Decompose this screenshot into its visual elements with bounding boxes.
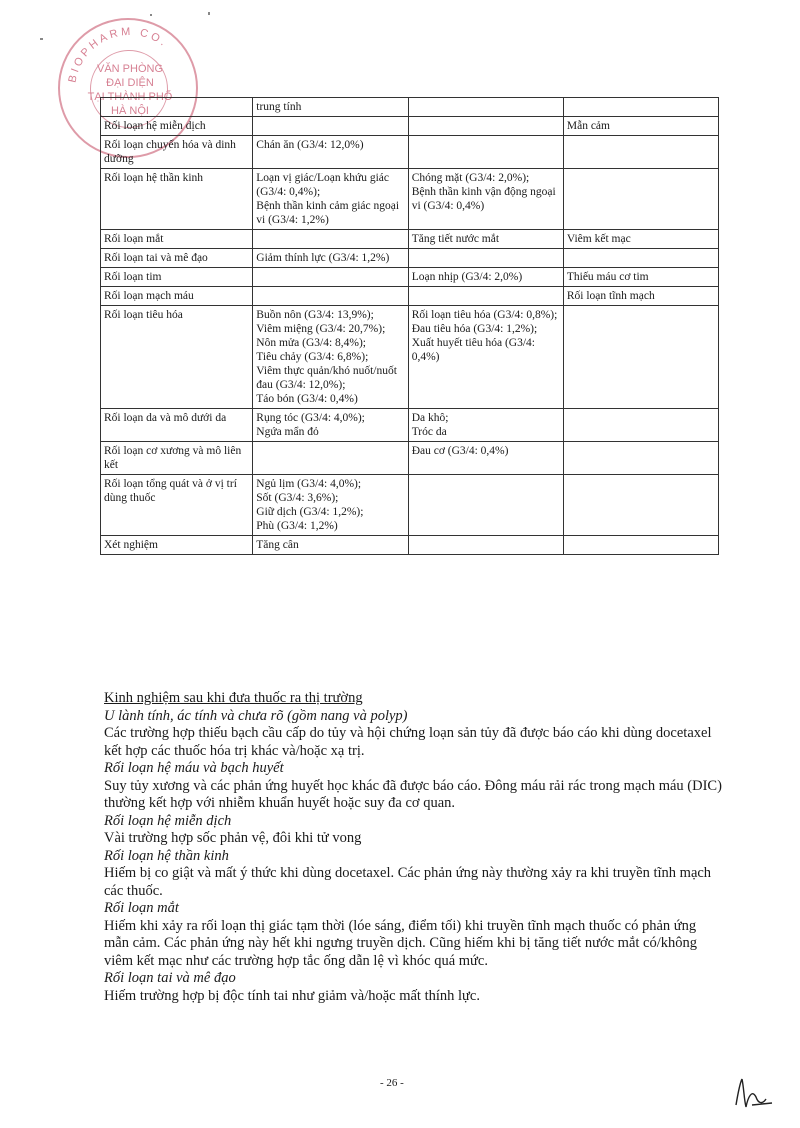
frequency-cell — [408, 409, 563, 442]
frequency-cell — [408, 287, 563, 306]
effect-entry: Viêm kết mạc — [566, 233, 631, 245]
subsection-title: Rối loạn tai và mê đạo — [104, 970, 236, 986]
scan-speck — [40, 38, 43, 40]
frequency-cell — [408, 536, 563, 555]
table-row — [101, 475, 719, 536]
effect-entry: Tiêu chảy (G3/4: 6,8%); — [256, 351, 369, 363]
frequency-cell — [563, 98, 718, 117]
subsection-text: Suy tủy xương và các phản ứng huyết học khác đã được báo cáo. Đông máu rải rác trong mạch máu (DIC) thường kết hợp với nhiễm khuẩn huyết hoặc suy đa cơ quan. — [104, 777, 722, 811]
subsection-title: Rối loạn mắt — [104, 900, 179, 916]
subsection-title: Rối loạn hệ thần kinh — [104, 847, 229, 864]
effect-entry: Táo bón (G3/4: 0,4%) — [256, 393, 358, 405]
organ-class-cell: Rối loạn tổng quát và ở vị trí dùng thuốc — [101, 475, 253, 536]
effect-entry: Đau cơ (G3/4: 0,4%) — [411, 445, 509, 457]
frequency-cell — [408, 169, 563, 230]
organ-class-cell: Rối loạn cơ xương và mô liên kết — [101, 442, 253, 475]
frequency-cell — [563, 117, 718, 136]
effect-entry: Buồn nôn (G3/4: 13,9%); — [256, 309, 374, 321]
organ-class-cell: Rối loạn chuyển hóa và dinh dưỡng — [101, 136, 253, 169]
table-row — [101, 442, 719, 475]
effect-entry: Sốt (G3/4: 3,6%); — [256, 492, 339, 504]
effect-entry: Giữ dịch (G3/4: 1,2%); — [256, 506, 364, 518]
organ-class-cell: Rối loạn tai và mê đạo — [101, 249, 253, 268]
scan-speck — [150, 14, 152, 16]
frequency-cell — [563, 409, 718, 442]
frequency-cell — [253, 136, 408, 169]
effect-entry: Chán ăn (G3/4: 12,0%) — [256, 139, 364, 151]
frequency-cell — [408, 306, 563, 409]
organ-class-cell: Rối loạn tiêu hóa — [101, 306, 253, 409]
effect-entry: Bệnh thần kinh vận động ngoại vi (G3/4: 0,4%) — [411, 186, 556, 212]
frequency-cell — [253, 268, 408, 287]
effect-entry: Đau tiêu hóa (G3/4: 1,2%); — [411, 323, 538, 335]
table-row — [101, 306, 719, 409]
frequency-cell — [408, 230, 563, 249]
table-row — [101, 249, 719, 268]
effect-entry: Chóng mặt (G3/4: 2,0%); — [411, 172, 530, 184]
adverse-effects-table — [100, 97, 719, 555]
subsection-title: Rối loạn hệ miễn dịch — [104, 812, 232, 829]
frequency-cell — [408, 442, 563, 475]
effect-entry: Da khô; — [411, 412, 449, 424]
frequency-cell — [253, 230, 408, 249]
table-row — [101, 117, 719, 136]
frequency-cell — [408, 117, 563, 136]
table-row — [101, 136, 719, 169]
frequency-cell — [563, 536, 718, 555]
scan-speck — [208, 12, 210, 15]
stamp-center-text: VĂN PHÒNG ĐẠI DIỆN TẠI THÀNH PHỐ HÀ NỘI — [87, 63, 173, 117]
section-heading: Kinh nghiệm sau khi đưa thuốc ra thị trường — [104, 690, 363, 706]
frequency-cell — [563, 442, 718, 475]
signature-initials — [728, 1075, 778, 1115]
effect-entry: Loạn nhịp (G3/4: 2,0%) — [411, 271, 523, 283]
organ-class-cell: Rối loạn da và mô dưới da — [101, 409, 253, 442]
frequency-cell — [563, 249, 718, 268]
effect-entry: Loạn vị giác/Loạn khứu giác (G3/4: 0,4%); — [256, 172, 389, 198]
frequency-cell — [563, 169, 718, 230]
organ-class-cell: Rối loạn tim — [101, 268, 253, 287]
svg-text:BIOPHARM CO.: BIOPHARM CO. — [66, 25, 171, 84]
page-number: - 26 - — [380, 1077, 404, 1089]
frequency-cell — [563, 230, 718, 249]
effect-entry: Thiếu máu cơ tim — [566, 271, 649, 283]
frequency-cell — [563, 136, 718, 169]
subsection-text: Vài trường hợp sốc phản vệ, đôi khi tử vong — [104, 830, 362, 846]
effect-entry: Mẫn cảm — [566, 120, 610, 132]
table-row — [101, 536, 719, 555]
frequency-cell — [253, 98, 408, 117]
post-marketing-section — [104, 690, 722, 1005]
frequency-cell — [253, 117, 408, 136]
subsection-text: Hiếm bị co giật và mất ý thức khi dùng docetaxel. Các phản ứng này thường xảy ra khi truyền tĩnh mạch các thuốc. — [104, 865, 712, 899]
subsection-text: Các trường hợp thiếu bạch cầu cấp do tủy và hội chứng loạn sản tủy đã được báo cáo khi dùng docetaxel kết hợp các thuốc hóa trị khác và/hoặc xạ trị. — [104, 725, 712, 759]
effect-entry: trung tính — [256, 101, 302, 113]
frequency-cell — [563, 475, 718, 536]
table-row — [101, 287, 719, 306]
effect-entry: Rụng tóc (G3/4: 4,0%); — [256, 412, 365, 424]
effect-entry: Giảm thính lực (G3/4: 1,2%) — [256, 252, 390, 264]
frequency-cell — [408, 475, 563, 536]
table-row — [101, 169, 719, 230]
effect-entry: Ngứa mẩn đỏ — [256, 426, 319, 438]
table-row — [101, 98, 719, 117]
effect-entry: Rối loạn tiêu hóa (G3/4: 0,8%); — [411, 309, 558, 321]
effect-entry: Viêm miệng (G3/4: 20,7%); — [256, 323, 386, 335]
frequency-cell — [253, 249, 408, 268]
organ-class-cell: Rối loạn hệ miễn dịch — [101, 117, 253, 136]
frequency-cell — [253, 475, 408, 536]
organ-class-cell — [101, 98, 253, 117]
frequency-cell — [253, 442, 408, 475]
subsection-text: Hiếm khi xảy ra rối loạn thị giác tạm thời (lóe sáng, điểm tối) khi truyền tĩnh mạch thuốc có phản ứng mẫn cảm. Các phản ứng này hết khi ngưng truyền dịch. Cũng hiếm khi bị tăng tiết nước mắt có/không viêm kết mạc như các trường hợp tắc ống dẫn lệ vì khóc quá mức. — [104, 917, 697, 969]
frequency-cell — [253, 409, 408, 442]
effect-entry: Tăng tiết nước mắt — [411, 233, 500, 245]
organ-class-cell: Rối loạn hệ thần kinh — [101, 169, 253, 230]
subsection-text: Hiếm trường hợp bị độc tính tai như giảm và/hoặc mất thính lực. — [104, 987, 480, 1004]
frequency-cell — [408, 249, 563, 268]
table-row — [101, 268, 719, 287]
subsection-title: U lành tính, ác tính và chưa rõ (gồm nang và polyp) — [104, 707, 408, 724]
effect-entry: Tróc da — [411, 426, 447, 438]
effect-entry: Viêm thực quản/khó nuốt/nuốt đau (G3/4: 12,0%); — [256, 365, 397, 391]
table-row — [101, 230, 719, 249]
effect-entry: Rối loạn tĩnh mạch — [566, 290, 655, 302]
frequency-cell — [253, 536, 408, 555]
effect-entry: Tăng cân — [256, 539, 299, 551]
organ-class-cell: Xét nghiệm — [101, 536, 253, 555]
frequency-cell — [253, 287, 408, 306]
frequency-cell — [408, 136, 563, 169]
effect-entry: Ngủ lịm (G3/4: 4,0%); — [256, 478, 362, 490]
table-row — [101, 409, 719, 442]
effect-entry: Phù (G3/4: 1,2%) — [256, 520, 338, 532]
frequency-cell — [253, 306, 408, 409]
frequency-cell — [563, 306, 718, 409]
organ-class-cell: Rối loạn mắt — [101, 230, 253, 249]
effect-entry: Xuất huyết tiêu hóa (G3/4: 0,4%) — [411, 337, 535, 363]
effect-entry: Bệnh thần kinh cảm giác ngoại vi (G3/4: 1,2%) — [256, 200, 400, 226]
subsection-title: Rối loạn hệ máu và bạch huyết — [104, 760, 284, 776]
frequency-cell — [253, 169, 408, 230]
frequency-cell — [563, 268, 718, 287]
effect-entry: Nôn mửa (G3/4: 8,4%); — [256, 337, 366, 349]
organ-class-cell: Rối loạn mạch máu — [101, 287, 253, 306]
frequency-cell — [408, 268, 563, 287]
frequency-cell — [563, 287, 718, 306]
frequency-cell — [408, 98, 563, 117]
